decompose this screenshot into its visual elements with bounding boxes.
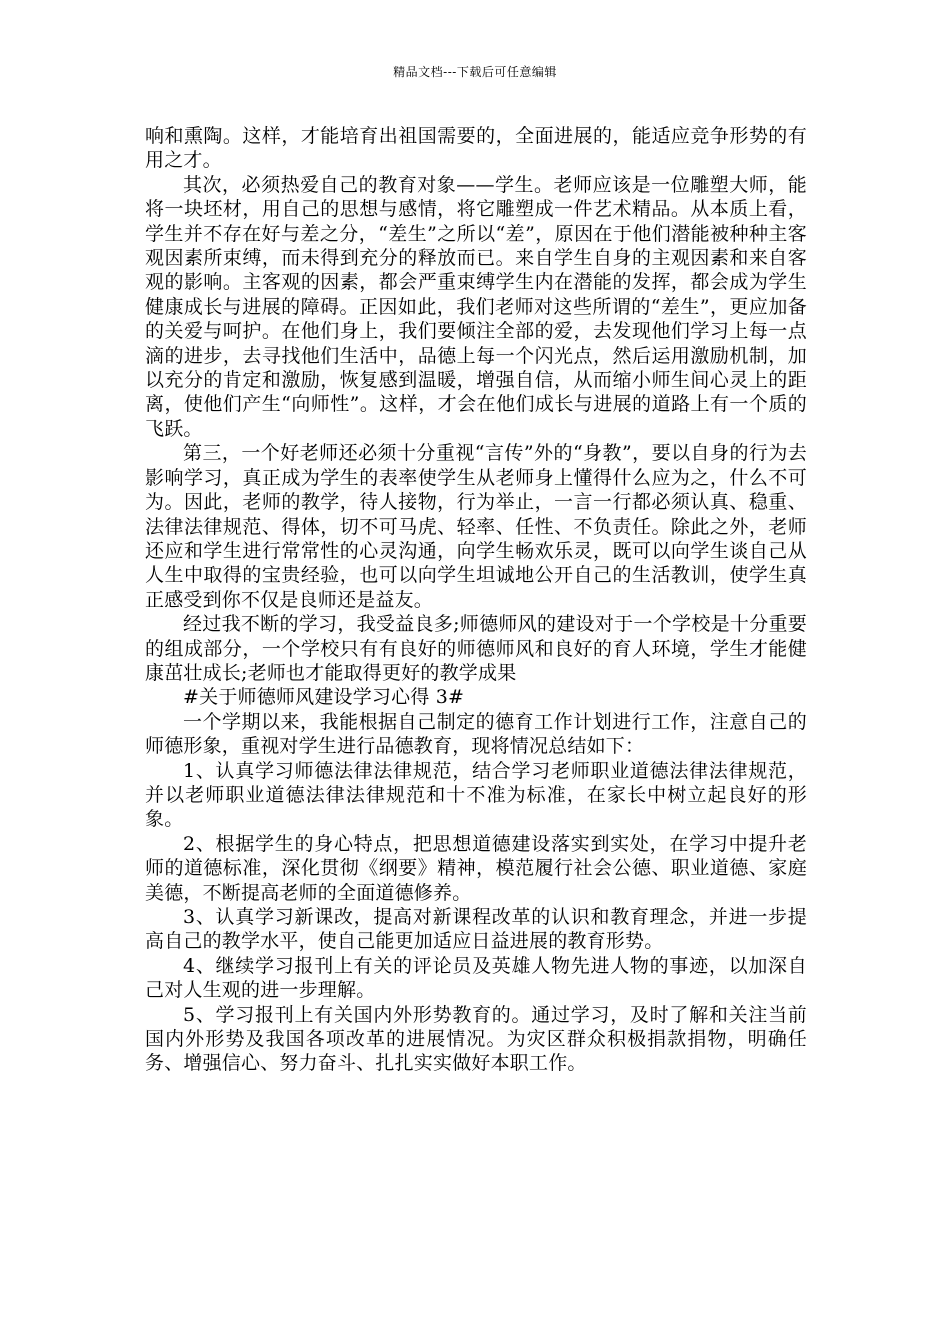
list-item-1: 1、认真学习师德法律法律规范，结合学习老师职业道德法律法律规范，并以老师职业道德法律法律规范和十不准为标准，在家长中树立起良好的形象。 <box>145 759 807 831</box>
list-item-4: 4、继续学习报刊上有关的评论员及英雄人物先进人物的事迹，以加深自己对人生观的进一步理解。 <box>145 954 807 1002</box>
paragraph-3: 第三，一个好老师还必须十分重视“言传”外的“身教”，要以自身的行为去影响学习，真正成为学生的表率使学生从老师身上懂得什么应为之，什么不可为。因此，老师的教学，待人接物，行为举止，一言一行都必须认真、稳重、法律法律规范、得体，切不可马虎、轻率、任性、不负责任。除此之外，老师还应和学生进行常常性的心灵沟通，向学生畅欢乐灵，既可以向学生谈自己从人生中取得的宝贵经验，也可以向学生坦诚地公开自己的生活教训，使学生真正感受到你不仅是良师还是益友。 <box>145 442 807 611</box>
section-heading: #关于师德师风建设学习心得 3# <box>183 686 465 709</box>
paragraph-1: 响和熏陶。这样，才能培育出祖国需要的，全面进展的，能适应竞争形势的有用之才。 <box>145 125 807 172</box>
list-item-2: 2、根据学生的身心特点，把思想道德建设落实到实处，在学习中提升老师的道德标准，深化贯彻《纲要》精神，模范履行社会公德、职业道德、家庭美德，不断提高老师的全面道德修养。 <box>145 832 807 904</box>
paragraph-2: 其次，必须热爱自己的教育对象——学生。老师应该是一位雕塑大师，能将一块坯材，用自己的思想与感情，将它雕塑成一件艺术精品。从本质上看，学生并不存在好与差之分，“差生”之所以“差”，原因在于他们潜能被种种主客观因素所束缚，而未得到充分的释放而已。来自学生自身的主观因素和来自客观的影响。主客观的因素，都会严重束缚学生内在潜能的发挥，都会成为学生健康成长与进展的障碍。正因如此，我们老师对这些所谓的“差生”，更应加备的关爱与呵护。在他们身上，我们要倾注全部的爱，去发现他们学习上每一点滴的进步，去寻找他们生活中，品德上每一个闪光点，然后运用激励机制，加以充分的肯定和激励，恢复感到温暖，增强自信，从而缩小师生间心灵上的距离，使他们产生“向师性”。这样，才会在他们成长与进展的道路上有一个质的飞跃。 <box>145 173 807 440</box>
paragraph-4: 经过我不断的学习，我受益良多;师德师风的建设对于一个学校是十分重要的组成部分，一个学校只有有良好的师德师风和良好的育人环境，学生才能健康茁壮成长;老师也才能取得更好的教学成果 <box>145 613 807 684</box>
list-item-5: 5、学习报刊上有关国内外形势教育的。通过学习，及时了解和关注当前国内外形势及我国各项改革的进展情况。为灾区群众积极捐款捐物，明确任务、增强信心、努力奋斗、扎扎实实做好本职工作。 <box>145 1003 807 1075</box>
list-item-3: 3、认真学习新课改，提高对新课程改革的认识和教育理念，并进一步提高自己的教学水平，使自己能更加适应日益进展的教育形势。 <box>145 906 807 953</box>
paragraph-6: 一个学期以来，我能根据自己制定的德育工作计划进行工作，注意自己的师德形象，重视对学生进行品德教育，现将情况总结如下： <box>145 710 807 758</box>
page-header: 精品文档---下载后可任意编辑 <box>393 65 557 79</box>
document-body <box>145 124 807 1076</box>
